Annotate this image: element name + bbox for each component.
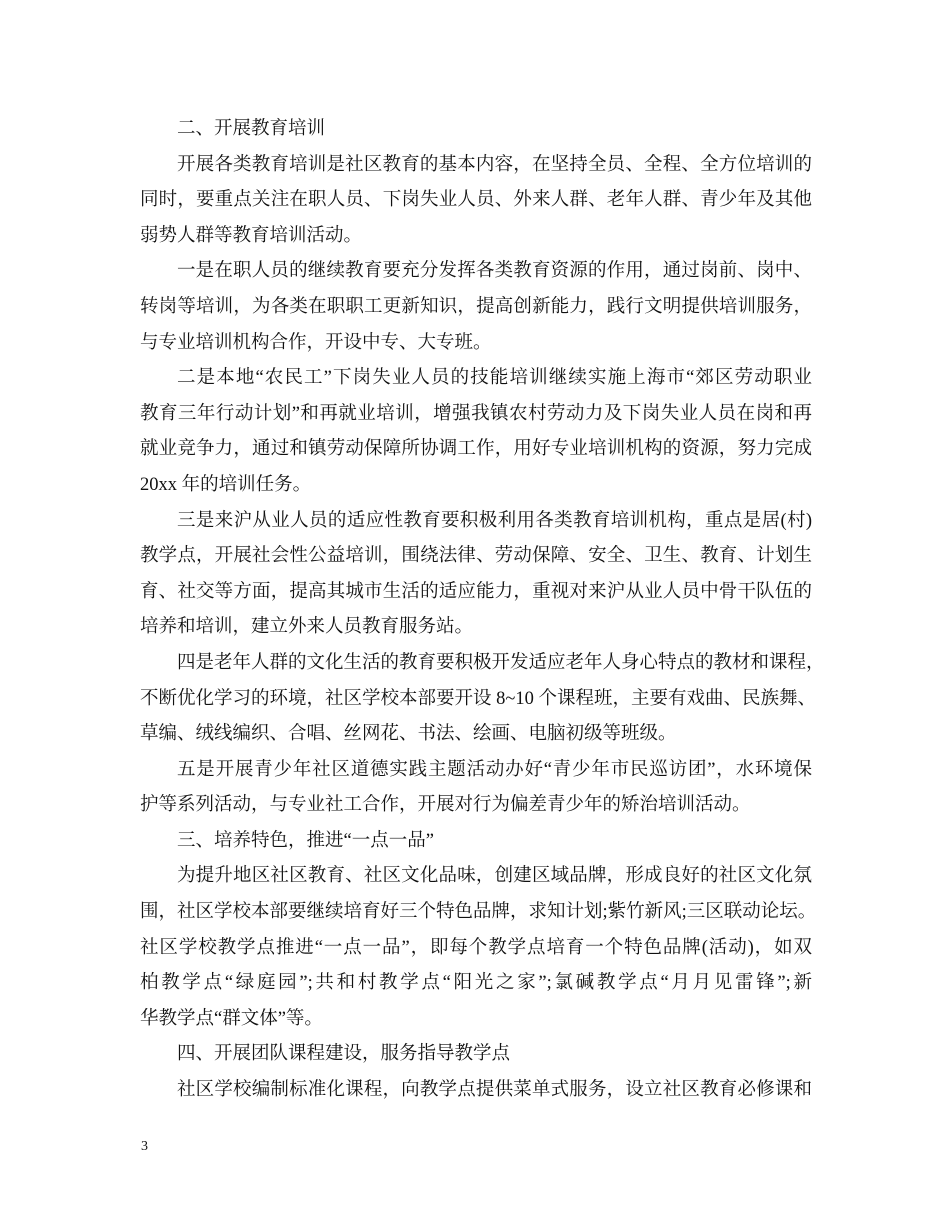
text-line: 二是本地“农民工”下岗失业人员的技能培训继续实施上海市“郊区劳动职业 <box>177 368 812 389</box>
text-line: 华教学点“群文体”等。 <box>140 1008 323 1029</box>
text-line: 开展各类教育培训是社区教育的基本内容，在坚持全员、全程、全方位培训的 <box>177 154 812 175</box>
text-line: 五是开展青少年社区道德实践主题活动办好“青少年市民巡访团”，水环境保 <box>177 759 812 780</box>
text-line: 围，社区学校本部要继续培育好三个特色品牌，求知计划;紫竹新风;三区联动论坛。 <box>140 902 817 923</box>
heading-text: 四、开展团队课程建设，服务指导教学点 <box>177 1044 511 1065</box>
text-line: 20xx 年的培训任务。 <box>140 474 312 495</box>
text-line: 培养和培训，建立外来人员教育服务站。 <box>140 617 474 638</box>
paragraph <box>140 254 812 361</box>
text-line: 三是来沪从业人员的适应性教育要积极利用各类教育培训机构，重点是居(村) <box>177 510 812 531</box>
text-line: 就业竞争力，通过和镇劳动保障所协调工作，用好专业培训机构的资源，努力完成 <box>140 439 812 460</box>
text-line: 为提升地区社区教育、社区文化品味，创建区域品牌，形成良好的社区文化氛 <box>177 866 812 887</box>
text-line: 与专业培训机构合作，开设中专、大专班。 <box>140 332 492 353</box>
section-heading <box>140 1037 812 1073</box>
section-heading <box>140 824 812 860</box>
text-line: 护等系列活动，与专业社工合作，开展对行为偏差青少年的矫治培训活动。 <box>140 795 751 816</box>
text-line: 教学点，开展社会性公益培训，围绕法律、劳动保障、安全、卫生、教育、计划生 <box>140 546 812 567</box>
paragraph <box>140 361 812 503</box>
heading-text: 二、开展教育培训 <box>177 119 326 139</box>
section-heading <box>140 112 812 148</box>
paragraph <box>140 504 812 646</box>
paragraph <box>140 753 812 824</box>
document-body <box>140 112 825 1109</box>
paragraph <box>140 1073 812 1109</box>
text-line: 一是在职人员的继续教育要充分发挥各类教育资源的作用，通过岗前、岗中、 <box>177 261 812 282</box>
text-line: 四是老年人群的文化生活的教育要积极开发适应老年人身心特点的教材和课程， <box>177 652 825 673</box>
paragraph <box>140 148 812 255</box>
heading-text: 三、培养特色，推进“一点一品” <box>177 830 434 851</box>
text-line: 育、社交等方面，提高其城市生活的适应能力，重视对来沪从业人员中骨干队伍的 <box>140 581 812 602</box>
paragraph <box>140 859 817 1037</box>
text-line: 弱势人群等教育培训活动。 <box>140 225 363 246</box>
page-number: 3 <box>141 1139 148 1154</box>
text-line: 社区学校教学点推进“一点一品”，即每个教学点培育一个特色品牌(活动)，如双 <box>140 937 812 958</box>
text-line: 社区学校编制标准化课程，向教学点提供菜单式服务，设立社区教育必修课和 <box>177 1080 812 1101</box>
paragraph <box>140 646 825 753</box>
text-line: 不断优化学习的环境，社区学校本部要开设 8~10 个课程班，主要有戏曲、民族舞、 <box>140 688 817 709</box>
text-line: 同时，要重点关注在职人员、下岗失业人员、外来人群、老年人群、青少年及其他 <box>140 190 812 211</box>
text-line: 草编、绒线编织、合唱、丝网花、书法、绘画、电脑初级等班级。 <box>140 724 677 745</box>
text-line: 转岗等培训，为各类在职职工更新知识，提高创新能力，践行文明提供培训服务， <box>140 296 812 317</box>
text-line: 教育三年行动计划”和再就业培训，增强我镇农村劳动力及下岗失业人员在岗和再 <box>140 403 812 424</box>
text-line: 柏教学点“绿庭园”;共和村教学点“阳光之家”;氯碱教学点“月月见雷锋”;新 <box>140 973 812 994</box>
